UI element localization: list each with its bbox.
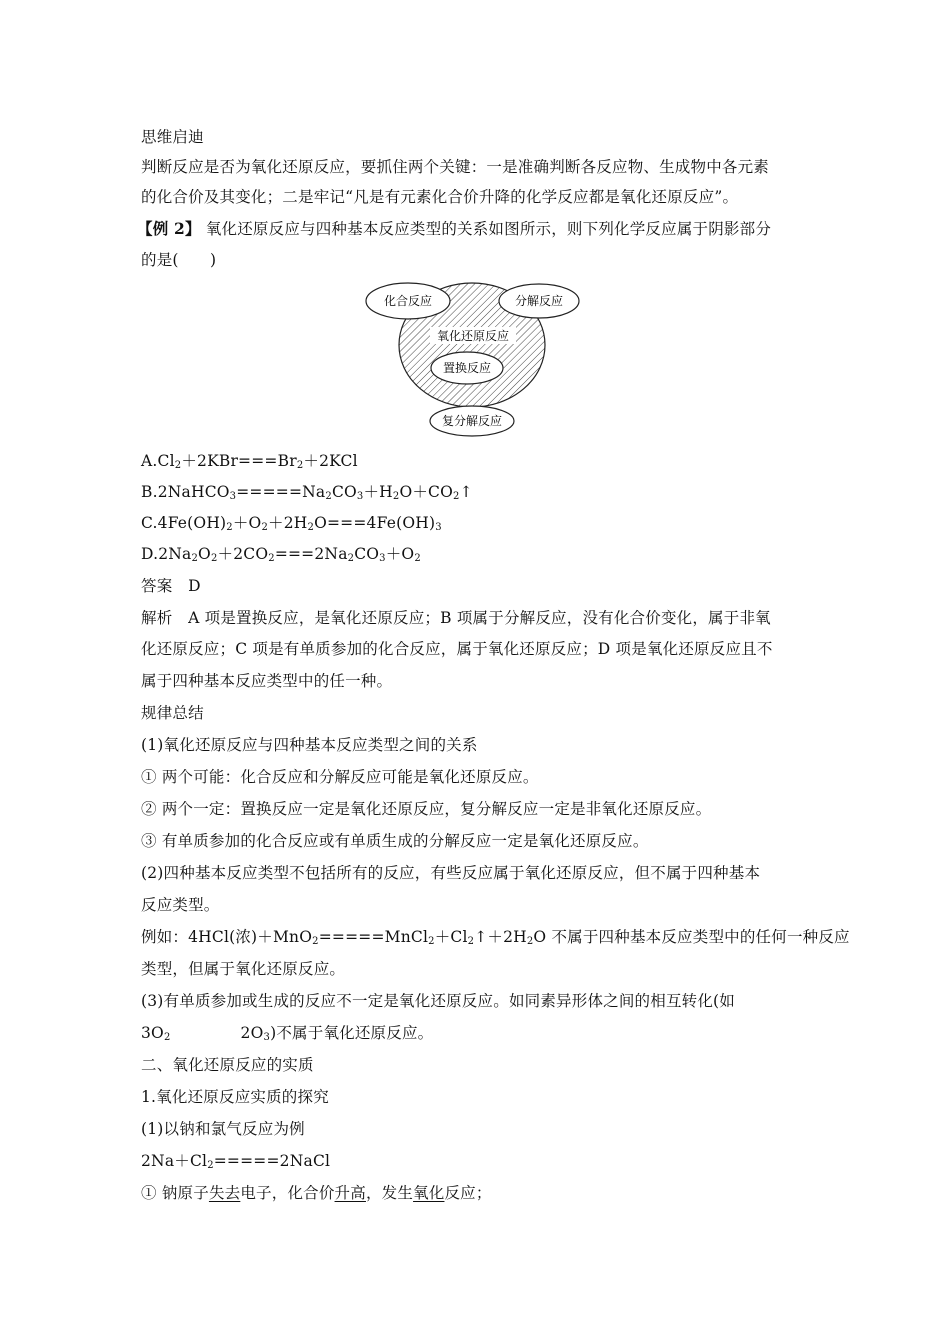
example-tag: 【例 2】 <box>137 219 201 238</box>
analysis-line-1: 解析 A 项是置换反应，是氧化还原反应；B 项属于分解反应，没有化合价变化，属于非氧 <box>141 609 771 627</box>
displacement-label: 置换反应 <box>442 361 492 375</box>
subsection-1: 1.氧化还原反应实质的探究 <box>141 1088 329 1106</box>
option-d: $D.2Na_2O_2+2CO_2===2Na_2CO_3+O_2$ <box>141 545 421 564</box>
rule-3-line-1: (3)有单质参加或生成的反应不一定是氧化还原反应。如同素异形体之间的相互转化(如 <box>141 992 736 1010</box>
rule-2-line-1: (2)四种基本反应类型不包括所有的反应，有些反应属于氧化还原反应，但不属于四种基本 <box>141 864 761 882</box>
section-2-heading: 二、氧化还原反应的实质 <box>141 1056 314 1074</box>
subsection-1a: (1)以钠和氯气反应为例 <box>141 1120 305 1138</box>
redox-label: 氧化还原反应 <box>436 329 510 343</box>
analysis-line-2: 化还原反应；C 项是有单质参加的化合反应，属于氧化还原反应；D 项是氧化还原反应且不 <box>141 640 773 658</box>
combination-label: 化合反应 <box>383 294 433 308</box>
sodium-chlorine-equation: $2Na+Cl_2=====2NaCl$ <box>141 1152 331 1171</box>
option-a: $A.Cl_2+2KBr===Br_2+2KCl$ <box>141 452 358 471</box>
option-b: $B.2NaHCO_3=====Na_2CO_3+H_2O+CO_2↑$ <box>141 483 473 502</box>
reaction-venn-diagram <box>360 278 590 438</box>
analysis-line-3: 属于四种基本反应类型中的任一种。 <box>141 672 393 690</box>
decomposition-label: 分解反应 <box>514 294 564 308</box>
think-line-1: 判断反应是否为氧化还原反应，要抓住两个关键：一是准确判断各反应物、生成物中各元素 <box>141 158 770 176</box>
rule-1c: ③ 有单质参加的化合反应或有单质生成的分解反应一定是氧化还原反应。 <box>141 832 649 850</box>
heading-think: 思维启迪 <box>141 128 204 146</box>
rule-1a: ① 两个可能：化合反应和分解反应可能是氧化还原反应。 <box>141 768 539 786</box>
example-line-1: 【例 2】 氧化还原反应与四种基本反应类型的关系如图所示，则下列化学反应属于阴影部分 <box>137 219 772 238</box>
example-line-2: 的是( ) <box>141 251 217 269</box>
option-c: $C.4Fe(OH)_2+O_2+2H_2O===4Fe(OH)_3$ <box>141 514 442 533</box>
rule-1b: ② 两个一定：置换反应一定是氧化还原反应，复分解反应一定是非氧化还原反应。 <box>141 800 712 818</box>
heading-rule: 规律总结 <box>141 704 204 722</box>
rule-1: (1)氧化还原反应与四种基本反应类型之间的关系 <box>141 736 478 754</box>
sodium-electron-line: ① 钠原子失去电子，化合价升高，发生氧化反应； <box>141 1184 492 1202</box>
double-decomp-label: 复分解反应 <box>441 414 503 428</box>
example-equation-line: 例如：4HCl(浓)$+MnO_2=====MnCl_2+Cl_2↑+2H_2O$ 不属于四种基本反应类型中的任何一种反应 <box>141 928 850 947</box>
example-equation-line-2: 类型，但属于氧化还原反应。 <box>141 960 346 978</box>
think-line-2: 的化合价及其变化；二是牢记“凡是有元素化合价升降的化学反应都是氧化还原反应”。 <box>141 188 739 206</box>
rule-2-line-2: 反应类型。 <box>141 896 220 914</box>
answer: 答案 D <box>141 577 201 595</box>
rule-3-line-2: $3O_2$ $2O_3$)不属于氧化还原反应。 <box>141 1024 434 1043</box>
